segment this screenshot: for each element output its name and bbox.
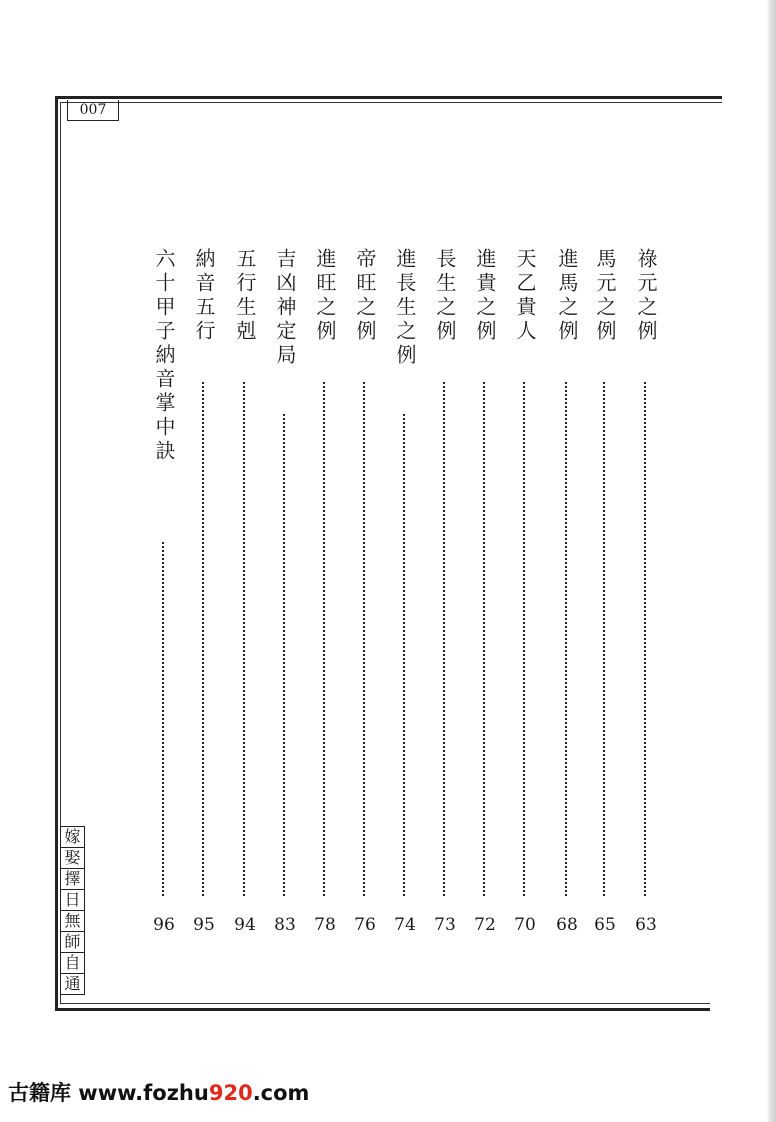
frame-left-border [55, 96, 58, 1011]
toc-dot-leader [243, 382, 245, 896]
toc-dot-leader [483, 382, 485, 896]
toc-entry-page: 83 [274, 915, 296, 935]
scan-edge-shadow [766, 0, 776, 1122]
toc-dot-leader [644, 382, 646, 896]
toc-dot-leader [283, 414, 285, 896]
toc-entry [190, 248, 218, 934]
toc-entry-title: 天乙貴人 [513, 248, 537, 344]
watermark-text: 古籍库 www.fozhu [8, 1081, 209, 1105]
toc-entry [271, 248, 299, 934]
toc-entry-title: 六十甲子納音掌中訣 [152, 248, 176, 464]
toc-entry [231, 248, 259, 934]
toc-entry-title: 帝旺之例 [353, 248, 377, 344]
toc-entry-page: 70 [514, 915, 536, 935]
toc-dot-leader [403, 414, 405, 896]
spine-label [60, 826, 85, 995]
toc-dot-leader [443, 382, 445, 896]
toc-entry [391, 248, 419, 934]
toc-entry-page: 94 [234, 915, 256, 935]
page-number: 007 [67, 100, 119, 121]
toc-entry-title: 祿元之例 [634, 248, 658, 344]
toc-dot-leader [323, 382, 325, 896]
frame-top-border [55, 96, 722, 99]
toc-entry-title: 進旺之例 [313, 248, 337, 344]
frame-bottom-border [55, 1008, 710, 1011]
spine-label-char: 無 [61, 911, 84, 932]
toc-entry-title: 馬元之例 [593, 248, 617, 344]
toc-entry-title: 進馬之例 [555, 248, 579, 344]
toc-dot-leader [603, 382, 605, 896]
toc-dot-leader [565, 382, 567, 896]
toc-entry [431, 248, 459, 934]
toc-dot-leader [202, 382, 204, 896]
spine-label-char: 擇 [61, 869, 84, 890]
toc-entry [351, 248, 379, 934]
toc-entry-title: 進貴之例 [473, 248, 497, 344]
toc-entry-page: 63 [635, 915, 657, 935]
frame-bottom-inner-border [60, 1003, 710, 1004]
toc-entry [632, 248, 660, 934]
toc-entry [150, 248, 178, 934]
toc-dot-leader [363, 382, 365, 896]
spine-label-char: 嫁 [61, 827, 84, 848]
toc-entry-page: 68 [556, 915, 578, 935]
toc-entry-page: 73 [434, 915, 456, 935]
toc-entry-title: 五行生剋 [233, 248, 257, 344]
toc-entry-page: 78 [314, 915, 336, 935]
spine-label-char: 師 [61, 932, 84, 953]
toc-entry-title: 納音五行 [192, 248, 216, 344]
spine-label-char: 日 [61, 890, 84, 911]
watermark-suffix: .com [252, 1081, 310, 1105]
toc-entry-title: 吉凶神定局 [273, 248, 297, 368]
spine-label-char: 通 [64, 974, 81, 993]
watermark [8, 1078, 309, 1108]
toc-entry-title: 進長生之例 [393, 248, 417, 368]
toc-entry-page: 95 [193, 915, 215, 935]
toc-entry [311, 248, 339, 934]
toc-entry-title: 長生之例 [433, 248, 457, 344]
toc-entry-page: 74 [394, 915, 416, 935]
watermark-highlight: 920 [208, 1081, 253, 1105]
toc-entry [471, 248, 499, 934]
toc-entry [553, 248, 581, 934]
toc-dot-leader [162, 542, 164, 896]
toc-entry-page: 72 [474, 915, 496, 935]
toc-entry [511, 248, 539, 934]
toc-entry [591, 248, 619, 934]
frame-top-inner-border [60, 102, 722, 103]
toc-entry-page: 96 [153, 915, 175, 935]
toc-entry-page: 65 [594, 915, 616, 935]
spine-label-char: 娶 [61, 848, 84, 869]
toc-dot-leader [523, 382, 525, 896]
toc-entry-page: 76 [354, 915, 376, 935]
spine-label-char: 自 [61, 953, 84, 974]
